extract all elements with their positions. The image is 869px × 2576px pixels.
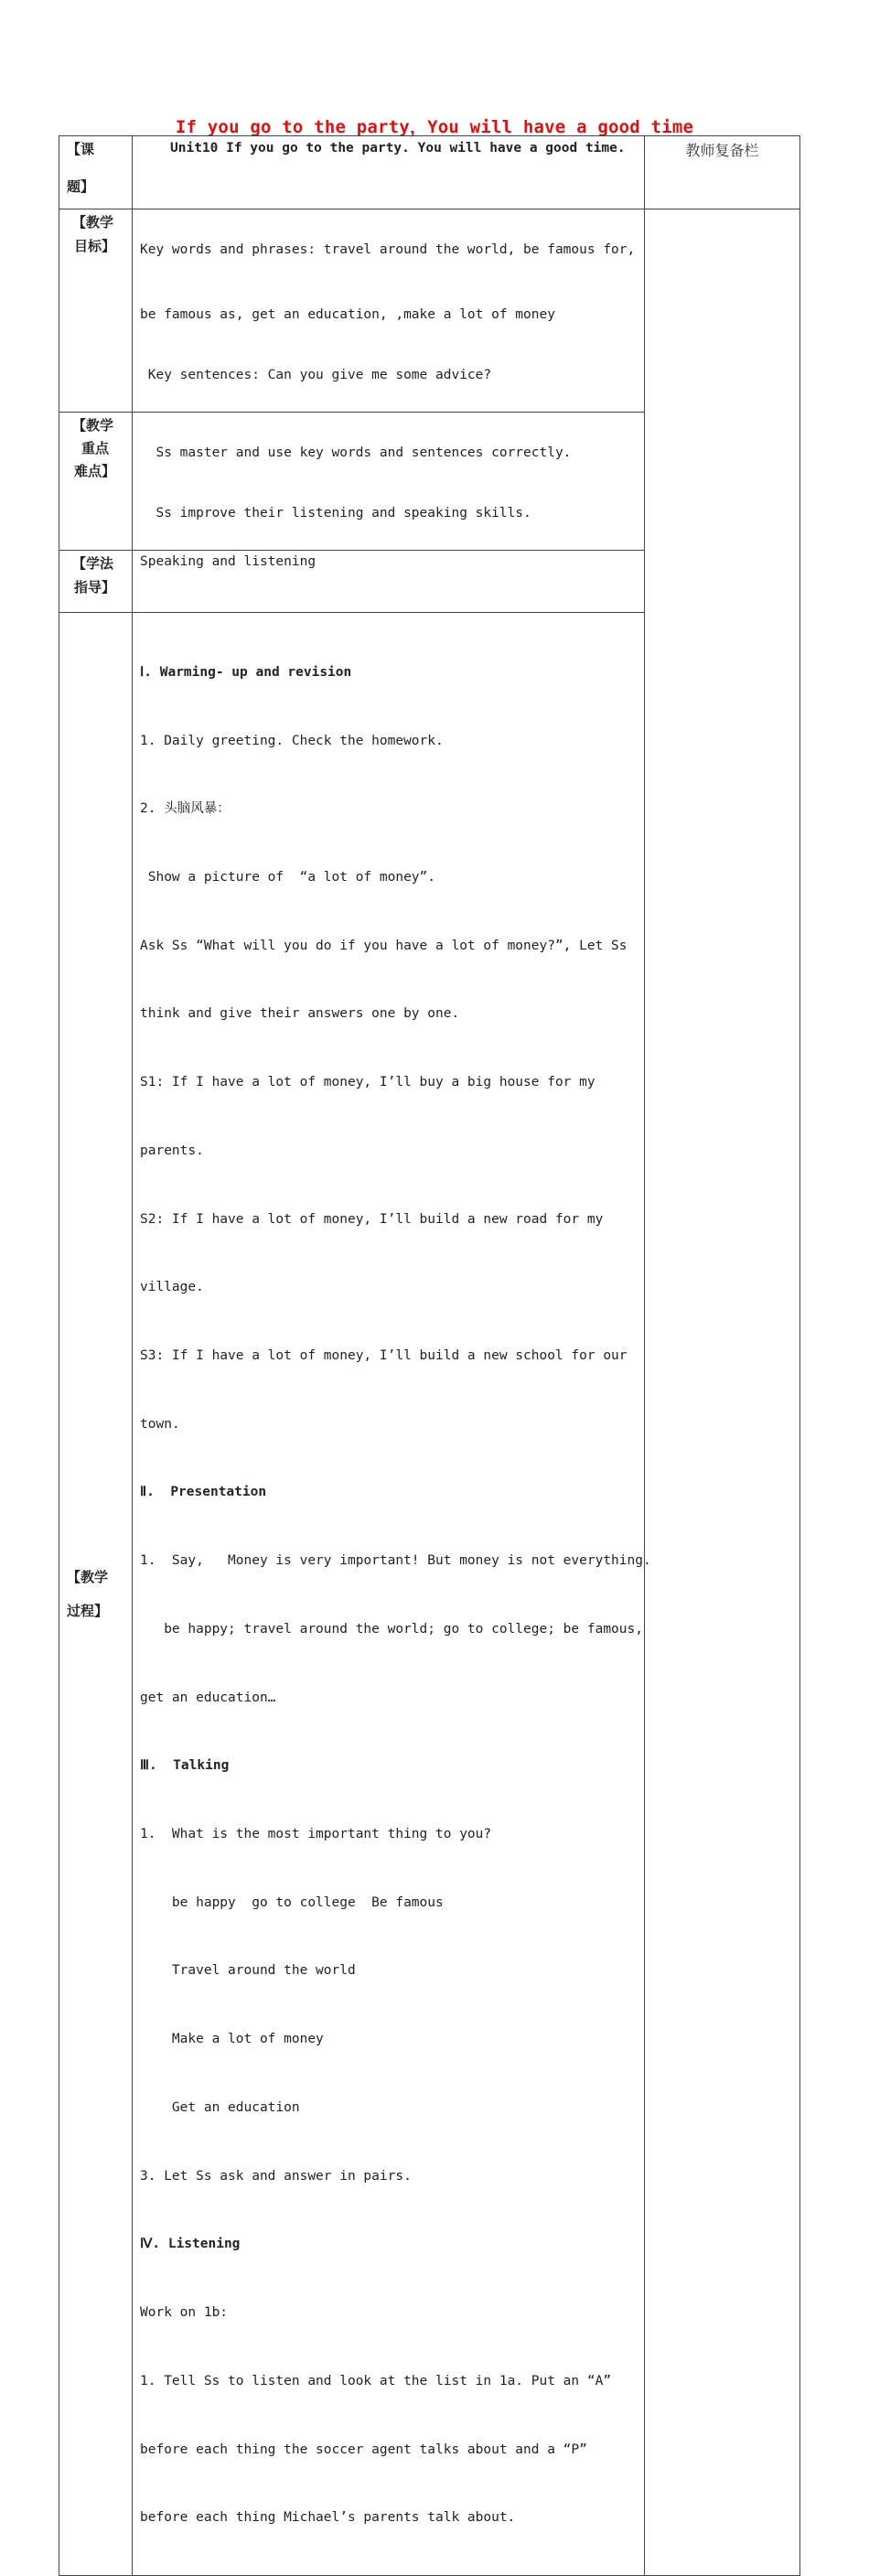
topic-content-cell (133, 136, 645, 209)
process-line-10: village. (140, 1280, 204, 1295)
key-points-line-2: Ss improve their listening and speaking skills. (140, 506, 531, 521)
method-content: Speaking and listening (140, 554, 316, 569)
key-points-label-line-1: 【教学 (72, 417, 114, 434)
lesson-plan-table (59, 135, 800, 2576)
process-label (59, 1567, 132, 1620)
topic-label (59, 136, 132, 196)
process-line-15: be happy; travel around the world; go to college; be famous, (140, 1621, 643, 1637)
section-heading-presentation: Ⅱ. Presentation (140, 1485, 267, 1500)
teacher-notes-cell (645, 209, 800, 2576)
process-line-22: Get an education (140, 2099, 300, 2115)
process-label-line-1: 【教学 (67, 1569, 109, 1586)
objectives-label-line-2: 目标】 (74, 238, 116, 254)
key-points-line-1: Ss master and use key words and sentences correctly. (140, 445, 572, 460)
topic-content: Unit10 If you go to the party. You will have a good time. (170, 141, 626, 156)
objectives-content (133, 209, 644, 412)
method-label (59, 551, 132, 596)
process-line-23: 3. Let Ss ask and answer in pairs. (140, 2168, 412, 2184)
key-points-label-line-3: 难点】 (74, 463, 116, 479)
method-label-line-1: 【学法 (72, 555, 114, 572)
topic-label-line-1: 【课 (67, 141, 95, 157)
method-label-cell (59, 551, 133, 613)
process-line-8: parents. (140, 1143, 204, 1158)
objectives-line-2: be famous as, get an education, ,make a lot of money (140, 307, 555, 322)
topic-label-cell (59, 136, 133, 209)
teacher-notes-header-cell (645, 136, 800, 209)
process-label-line-2: 过程】 (67, 1603, 109, 1620)
process-label-cell (59, 613, 133, 2576)
process-line-26: 1. Tell Ss to listen and look at the list in 1a. Put an “A” (140, 2373, 612, 2388)
process-line-18: 1. What is the most important thing to you? (140, 1827, 492, 1842)
method-label-line-2: 指导】 (74, 579, 116, 596)
objectives-content-cell (133, 209, 645, 413)
process-line-7: S1: If I have a lot of money, I’ll buy a big house for my (140, 1075, 595, 1090)
key-points-label (59, 413, 132, 480)
process-line-21: Make a lot of money (140, 2032, 324, 2047)
key-points-label-cell (59, 413, 133, 551)
objectives-row (59, 209, 800, 413)
process-line-5: Ask Ss “What will you do if you have a lot of money?”, Let Ss (140, 938, 628, 953)
page-title: If you go to the party，You will have a good time (175, 117, 694, 137)
process-line-27: before each thing the soccer agent talks about and a “P” (140, 2442, 587, 2457)
section-heading-warming-up: Ⅰ. Warming- up and revision (140, 664, 352, 680)
objectives-line-3: Key sentences: Can you give me some advice? (140, 368, 492, 382)
process-line-25: Work on 1b: (140, 2305, 229, 2321)
process-content-cell (133, 613, 651, 2576)
key-points-content (133, 413, 644, 550)
key-points-label-line-2: 重点 (81, 440, 110, 456)
objectives-label-line-1: 【教学 (72, 214, 114, 231)
key-points-content-cell (133, 413, 645, 551)
process-line-19: be happy go to college Be famous (140, 1894, 444, 1910)
process-line-14: 1. Say, Money is very important! But money is not everything. (140, 1553, 651, 1569)
teacher-notes-header: 教师复备栏 (685, 142, 759, 159)
process-line-12: town. (140, 1416, 180, 1432)
process-line-3: 2. 头脑风暴： (140, 801, 231, 817)
process-line-4: Show a picture of “a lot of money”. (140, 869, 436, 885)
objectives-label-cell (59, 209, 133, 413)
section-heading-listening: Ⅳ. Listening (140, 2237, 241, 2252)
topic-label-line-2: 题】 (67, 178, 95, 195)
objectives-line-1: Key words and phrases: travel around the world, be famous for, (140, 242, 636, 257)
process-line-28: before each thing Michael’s parents talk about. (140, 2510, 516, 2526)
method-content-cell (133, 551, 645, 613)
process-line-20: Travel around the world (140, 1963, 356, 1979)
process-line-6: think and give their answers one by one. (140, 1006, 460, 1022)
section-heading-talking: Ⅲ. Talking (140, 1758, 230, 1774)
process-content (133, 613, 651, 2575)
process-line-9: S2: If I have a lot of money, I’ll build a new road for my (140, 1211, 604, 1227)
objectives-label (59, 209, 132, 255)
process-line-16: get an education… (140, 1690, 276, 1705)
topic-row (59, 136, 800, 209)
process-line-2: 1. Daily greeting. Check the homework. (140, 733, 444, 748)
process-line-11: S3: If I have a lot of money, I’ll build a new school for our (140, 1348, 628, 1363)
